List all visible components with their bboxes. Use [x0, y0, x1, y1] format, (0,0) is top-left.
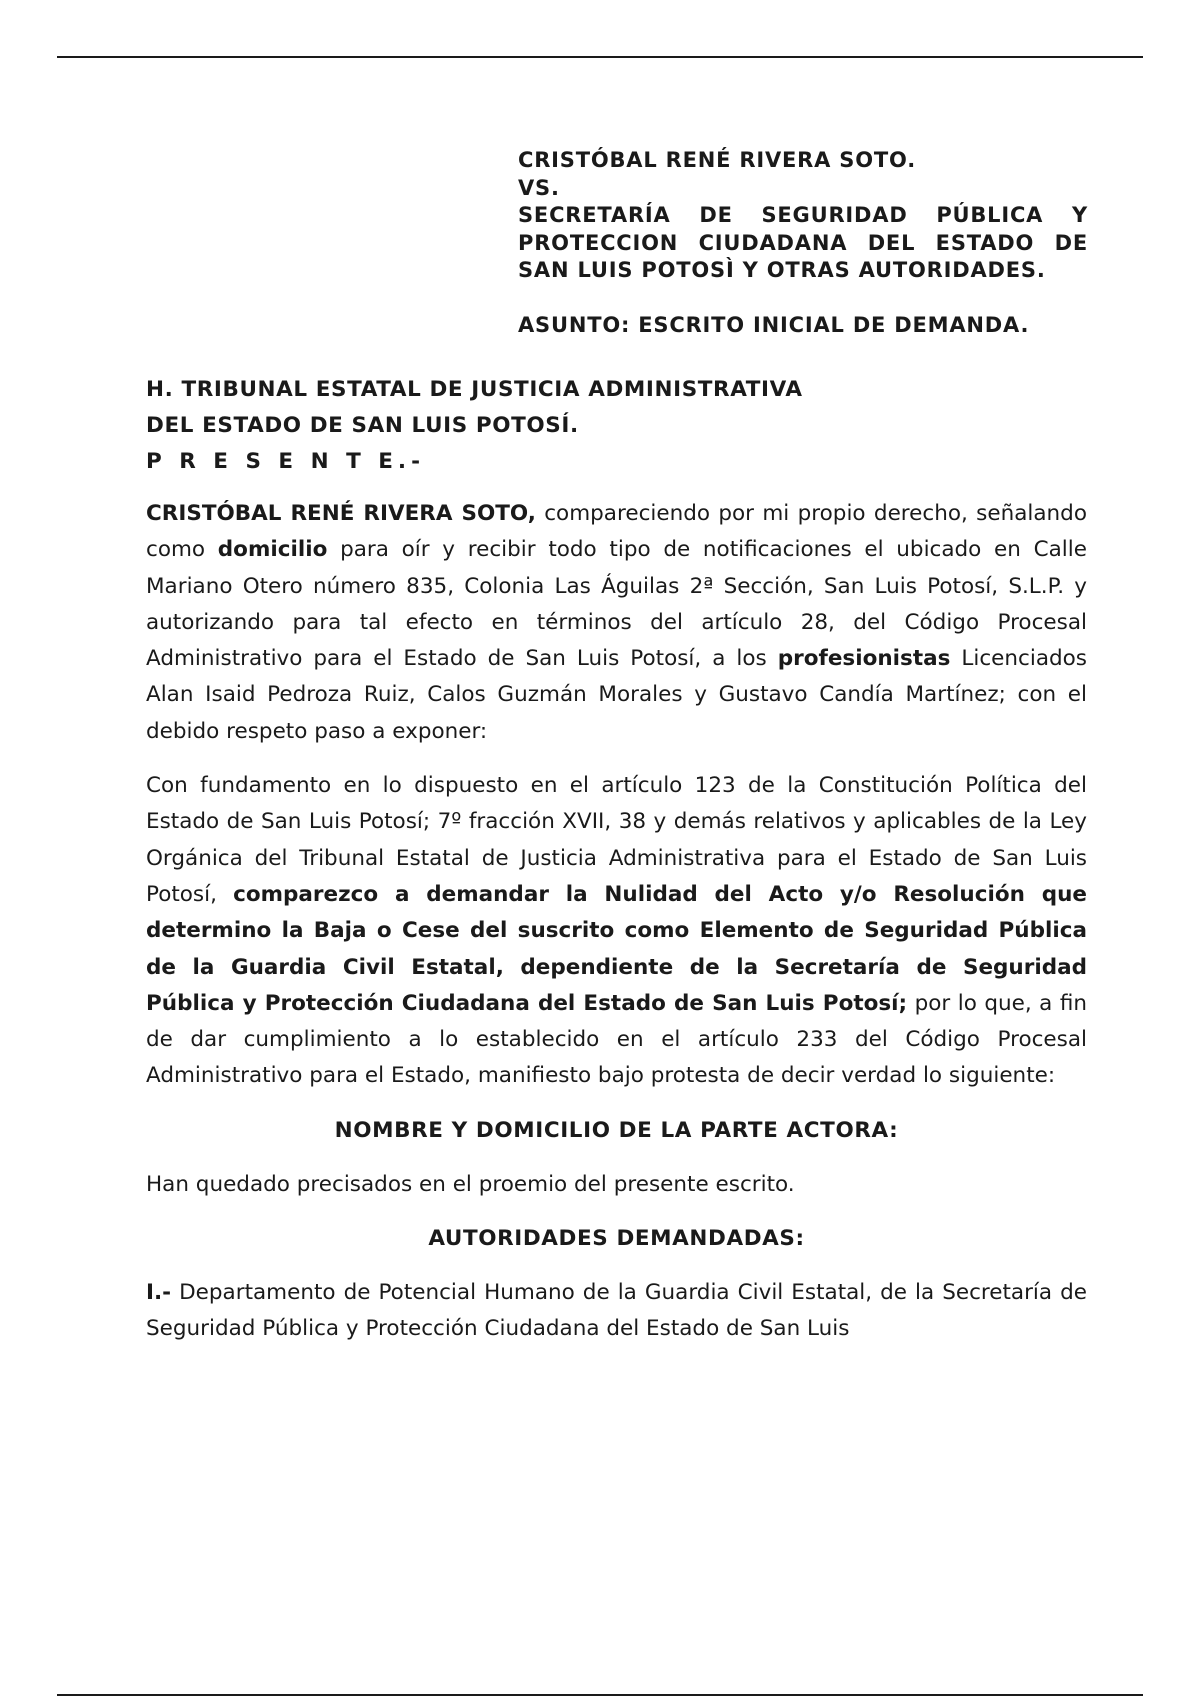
- intro-profesionistas: profesionistas: [777, 646, 951, 672]
- intro-name: CRISTÓBAL RENÉ RIVERA SOTO,: [146, 501, 536, 526]
- caption-versus: VS.: [518, 175, 560, 200]
- intro-paragraph: [146, 496, 1087, 750]
- intro-text-3: Licenciados Alan Isaid Pedroza Ruiz, Calos Guzmán Morales y Gustavo Candía Martínez; con el debido respeto paso a exponer:: [146, 646, 1087, 744]
- section-heading-authorities: AUTORIDADES DEMANDADAS:: [428, 1226, 805, 1252]
- addressee-block: [146, 372, 1087, 480]
- intro-text-1: compareciendo por mi propio derecho, señalando como: [146, 501, 1087, 563]
- fundamento-bold: comparezco a demandar la Nulidad del Acto y/o Resolución que determino la Baja o Cese del suscrito como Elemento de Seguridad Pública de la Guardia Civil Estatal, dependiente de la Secretaría de Seguridad Pública y Protección Ciudadana del Estado de San Luis Potosí;: [146, 881, 1087, 1016]
- addressee-line-1: H. TRIBUNAL ESTATAL DE JUSTICIA ADMINISTRATIVA: [146, 377, 803, 402]
- authority-item-1-text: Departamento de Potencial Humano de la Guardia Civil Estatal, de la Secretaría de Seguridad Pública y Protección Ciudadana del Estado de San Luis: [146, 1280, 1087, 1342]
- footer-rule: [57, 1694, 1143, 1696]
- section-actor-text: Han quedado precisados en el proemio del presente escrito.: [146, 1171, 795, 1197]
- case-caption: [518, 147, 1088, 339]
- caption-defendant: SECRETARÍA DE SEGURIDAD PÚBLICA Y PROTECCION CIUDADANA DEL ESTADO DE SAN LUIS POTOSÌ Y OTRAS AUTORIDADES.: [518, 203, 1088, 282]
- caption-actor: CRISTÓBAL RENÉ RIVERA SOTO.: [518, 148, 916, 172]
- fundamento-text-2: por lo que, a fin de dar cumplimiento a lo establecido en el artículo 233 del Código Procesal Administrativo para el Estado, manifiesto bajo protesta de decir verdad lo siguiente:: [146, 990, 1087, 1089]
- intro-domicilio: domicilio: [217, 537, 328, 563]
- authority-item-1: [146, 1275, 1087, 1348]
- fundamento-paragraph: [146, 768, 1087, 1095]
- document-body: [146, 372, 1087, 1366]
- section-heading-actor: NOMBRE Y DOMICILIO DE LA PARTE ACTORA:: [334, 1117, 899, 1143]
- addressee-line-3: P R E S E N T E.-: [146, 449, 426, 474]
- intro-text-2: para oír y recibir todo tipo de notificaciones el ubicado en Calle Mariano Otero número 835, Colonia Las Águilas 2ª Sección, San Luis Potosí, S.L.P. y autorizando para tal efecto en términos del artículo 28, del Código Procesal Administrativo para el Estado de San Luis Potosí, a los: [146, 537, 1087, 672]
- authority-item-1-label: I.-: [146, 1280, 172, 1306]
- fundamento-text-1: Con fundamento en lo dispuesto en el artículo 123 de la Constitución Política del Estado de San Luis Potosí; 7º fracción XVII, 38 y demás relativos y aplicables de la Ley Orgánica del Tribunal Estatal de Justicia Administrativa para el Estado de San Luis Potosí,: [146, 773, 1087, 907]
- addressee-line-2: DEL ESTADO DE SAN LUIS POTOSÍ.: [146, 413, 579, 438]
- caption-subject: ASUNTO: ESCRITO INICIAL DE DEMANDA.: [518, 312, 1030, 337]
- header-rule: [57, 56, 1143, 58]
